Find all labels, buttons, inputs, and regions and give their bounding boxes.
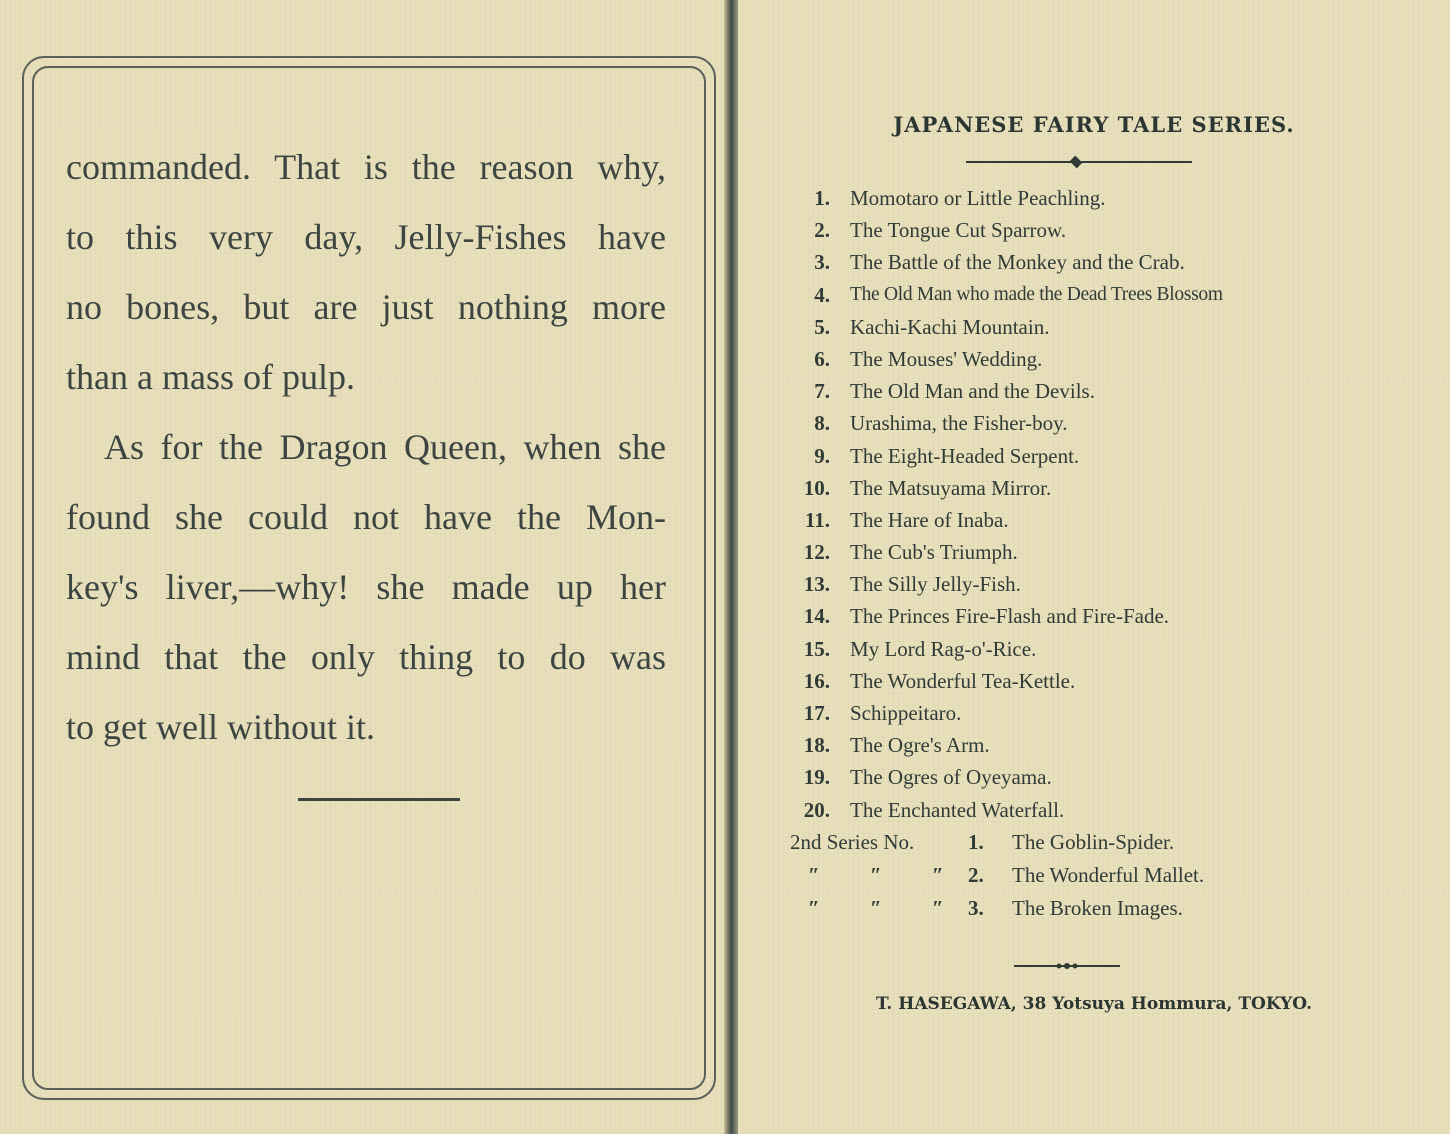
ditto-mark: ″ xyxy=(808,862,820,887)
list-item xyxy=(790,633,1450,665)
item-title: The Silly Jelly-Fish. xyxy=(850,572,1021,597)
list-item xyxy=(790,794,1450,826)
item-title: The Goblin-Spider. xyxy=(1012,829,1175,854)
second-series-item xyxy=(790,859,1450,892)
second-series-item xyxy=(790,826,1450,859)
item-title: The Matsuyama Mirror. xyxy=(850,475,1052,500)
item-number: 18. xyxy=(803,733,830,758)
list-item xyxy=(790,375,1450,407)
ornament-rule xyxy=(1014,963,1120,969)
story-line: As for the Dragon Queen, when she xyxy=(104,427,666,467)
item-number: 7. xyxy=(814,379,830,404)
series-title: JAPANESE FAIRY TALE SERIES. xyxy=(893,112,1295,137)
story-line: mind that the only thing to do was xyxy=(66,637,666,677)
item-number: 19. xyxy=(803,765,830,790)
item-title: Momotaro or Little Peachling. xyxy=(850,186,1106,210)
item-number: 1. xyxy=(968,829,984,854)
item-number: 3. xyxy=(968,895,984,920)
list-item xyxy=(790,182,1450,214)
item-title: Kachi-Kachi Mountain. xyxy=(850,314,1050,339)
list-item xyxy=(790,600,1450,632)
item-title: The Wonderful Tea-Kettle. xyxy=(850,668,1076,693)
publisher-imprint: T. HASEGAWA, 38 Yotsuya Hommura, TOKYO. xyxy=(875,994,1313,1014)
list-item xyxy=(790,665,1450,697)
item-title: My Lord Rag-o'-Rice. xyxy=(850,636,1037,661)
item-title: The Old Man and the Devils. xyxy=(850,379,1095,404)
ditto-mark: ″ xyxy=(870,862,882,887)
item-number: 16. xyxy=(803,668,830,693)
item-number: 4. xyxy=(814,282,830,307)
item-number: 8. xyxy=(814,411,830,436)
list-item xyxy=(790,504,1450,536)
item-title: The Ogres of Oyeyama. xyxy=(850,765,1052,790)
list-item xyxy=(790,440,1450,472)
item-number: 9. xyxy=(814,443,830,468)
item-number: 17. xyxy=(803,701,830,725)
item-number: 2. xyxy=(814,218,830,243)
second-series-label: 2nd Series No. xyxy=(790,829,915,854)
item-title: The Enchanted Waterfall. xyxy=(850,797,1065,822)
list-item xyxy=(790,568,1450,600)
item-number: 14. xyxy=(803,604,830,629)
list-item xyxy=(790,343,1450,375)
story-line: than a mass of pulp. xyxy=(66,357,355,397)
story-line: to this very day, Jelly-Fishes have xyxy=(66,217,666,257)
item-number: 5. xyxy=(814,314,830,339)
list-item xyxy=(790,729,1450,761)
ditto-mark: ″ xyxy=(932,895,944,920)
item-title: The Broken Images. xyxy=(1012,895,1183,920)
item-number: 13. xyxy=(803,572,830,597)
item-title: The Tongue Cut Sparrow. xyxy=(850,218,1067,243)
item-title: The Hare of Inaba. xyxy=(850,507,1009,532)
item-title: Schippeitaro. xyxy=(850,701,962,725)
item-number: 1. xyxy=(814,186,830,210)
ditto-mark: ″ xyxy=(808,895,820,920)
list-item xyxy=(790,246,1450,278)
title-rule-ornament xyxy=(1070,156,1083,169)
item-number: 12. xyxy=(803,540,830,565)
item-title: The Battle of the Monkey and the Crab. xyxy=(850,250,1185,275)
item-title: The Ogre's Arm. xyxy=(850,733,990,758)
story-line: key's liver,—why! she made up her xyxy=(66,567,666,607)
list-item xyxy=(790,472,1450,504)
list-item xyxy=(790,279,1450,311)
story-line: no bones, but are just nothing more xyxy=(66,287,666,327)
right-page xyxy=(738,0,1450,1134)
item-number: 2. xyxy=(968,862,984,887)
item-title: The Old Man who made the Dead Trees Blossom xyxy=(850,283,1223,305)
story-text xyxy=(66,132,666,762)
item-title: The Eight-Headed Serpent. xyxy=(850,443,1080,468)
story-line: to get well without it. xyxy=(66,707,375,747)
ditto-mark: ″ xyxy=(932,862,944,887)
item-title: Urashima, the Fisher-boy. xyxy=(850,411,1068,436)
item-title: The Wonderful Mallet. xyxy=(1012,862,1205,887)
story-line: commanded. That is the reason why, xyxy=(66,147,666,187)
item-title: The Cub's Triumph. xyxy=(850,540,1018,565)
item-title: The Princes Fire-Flash and Fire-Fade. xyxy=(850,604,1170,629)
story-line: found she could not have the Mon- xyxy=(66,497,666,537)
list-item xyxy=(790,311,1450,343)
series-list xyxy=(790,182,1450,925)
list-item xyxy=(790,761,1450,793)
list-item xyxy=(790,697,1450,729)
ditto-mark: ″ xyxy=(870,895,882,920)
item-number: 6. xyxy=(814,346,830,371)
item-number: 20. xyxy=(803,797,830,822)
item-title: The Mouses' Wedding. xyxy=(850,346,1043,371)
item-number: 10. xyxy=(803,475,830,500)
item-number: 3. xyxy=(814,250,830,275)
list-item xyxy=(790,536,1450,568)
list-item xyxy=(790,407,1450,439)
list-item xyxy=(790,214,1450,246)
end-rule xyxy=(298,798,460,801)
item-number: 11. xyxy=(804,507,830,532)
item-number: 15. xyxy=(803,636,830,661)
second-series-item xyxy=(790,892,1450,925)
